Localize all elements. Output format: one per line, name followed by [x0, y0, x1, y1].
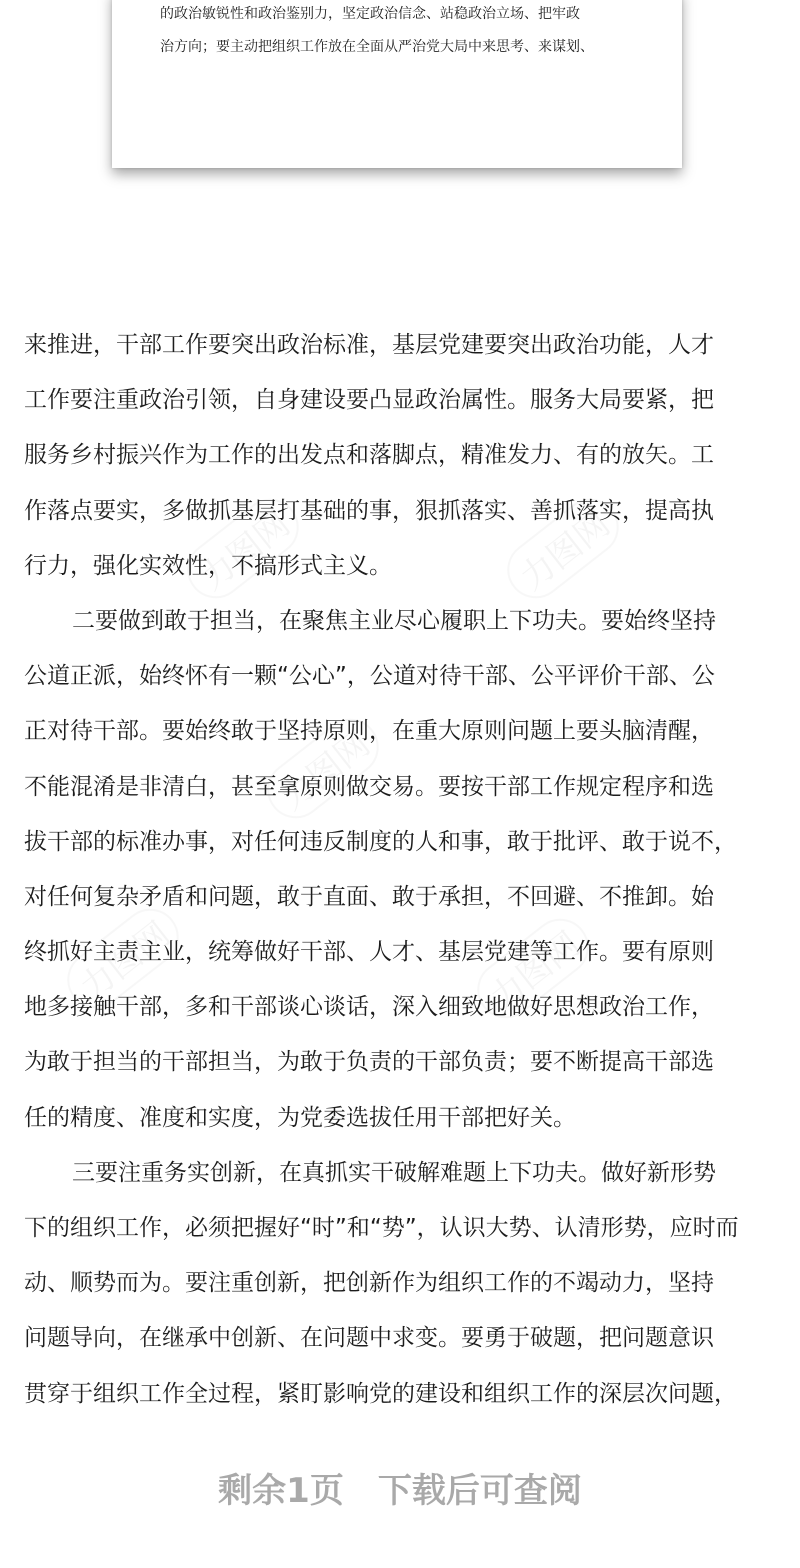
preview-page-card: [112, 0, 682, 168]
paragraph-3: [24, 1146, 794, 1422]
text-line: 公道正派，始终怀有一颗“公心”，公道对待干部、公平评价干部、公: [24, 663, 715, 690]
paragraph-2: [24, 594, 794, 1146]
text-line: 不能混淆是非清白，甚至拿原则做交易。要按干部工作规定程序和选: [24, 773, 714, 800]
text-line: 下的组织工作，必须把握好“时”和“势”，认识大势、认清形势，应时而: [24, 1215, 739, 1241]
text-line: 拔干部的标准办事，对任何违反制度的人和事，敢于批评、敢于说不，: [24, 828, 737, 855]
download-prompt[interactable]: [0, 1466, 800, 1516]
preview-line-1: 的政治敏锐性和政治鉴别力，坚定政治信念、站稳政治立场、把牢政: [160, 6, 580, 22]
document-body: [24, 318, 794, 1422]
text-line: 三要注重务实创新，在真抓实干破解难题上下功夫。做好新形势: [72, 1159, 716, 1186]
text-line: 问题导向，在继承中创新、在问题中求变。要勇于破题，把问题意识: [24, 1325, 714, 1352]
text-line: 动、顺势而为。要注重创新，把创新作为组织工作的不竭动力，坚持: [24, 1270, 714, 1297]
download-to-view-label: 下载后可查阅: [377, 1471, 582, 1511]
text-line: 工作要注重政治引领，自身建设要凸显政治属性。服务大局要紧，把: [24, 387, 714, 414]
text-line: 为敢于担当的干部担当，为敢于负责的干部负责；要不断提高干部选: [24, 1049, 714, 1076]
preview-line-2: 治方向；要主动把组织工作放在全面从严治党大局中来思考、来谋划、: [160, 39, 594, 55]
text-line: 行力，强化实效性，不搞形式主义。: [24, 552, 392, 579]
text-line: 作落点要实，多做抓基层打基础的事，狠抓落实、善抓落实，提高执: [24, 497, 714, 524]
text-line: 二要做到敢于担当，在聚焦主业尽心履职上下功夫。要始终坚持: [72, 607, 716, 634]
watermark: 力图网: [176, 487, 310, 609]
text-line: 地多接触干部，多和干部谈心谈话，深入细致地做好思想政治工作，: [24, 994, 714, 1021]
paragraph-1: [24, 318, 794, 594]
text-line: 对任何复杂矛盾和问题，敢于直面、敢于承担，不回避、不推卸。始: [24, 883, 714, 910]
text-line: 任的精度、准度和实度，为党委选拔任用干部把好关。: [24, 1104, 576, 1131]
remaining-pages-label: 剩余1页: [218, 1471, 344, 1511]
text-line: 来推进，干部工作要突出政治标准，基层党建要突出政治功能，人才: [24, 332, 714, 358]
watermark: 力图网: [496, 487, 630, 609]
watermark: 力图网: [466, 907, 600, 1029]
text-line: 贯穿于组织工作全过程，紧盯影响党的建设和组织工作的深层次问题，: [24, 1380, 737, 1407]
text-line: 终抓好主责主业，统筹做好干部、人才、基层党建等工作。要有原则: [24, 939, 714, 966]
watermark: 力图网: [256, 707, 390, 829]
text-line: 服务乡村振兴作为工作的出发点和落脚点，精准发力、有的放矢。工: [24, 442, 714, 469]
watermark: 力图网: [56, 897, 190, 1019]
text-line: 正对待干部。要始终敢于坚持原则，在重大原则问题上要头脑清醒，: [24, 718, 714, 745]
